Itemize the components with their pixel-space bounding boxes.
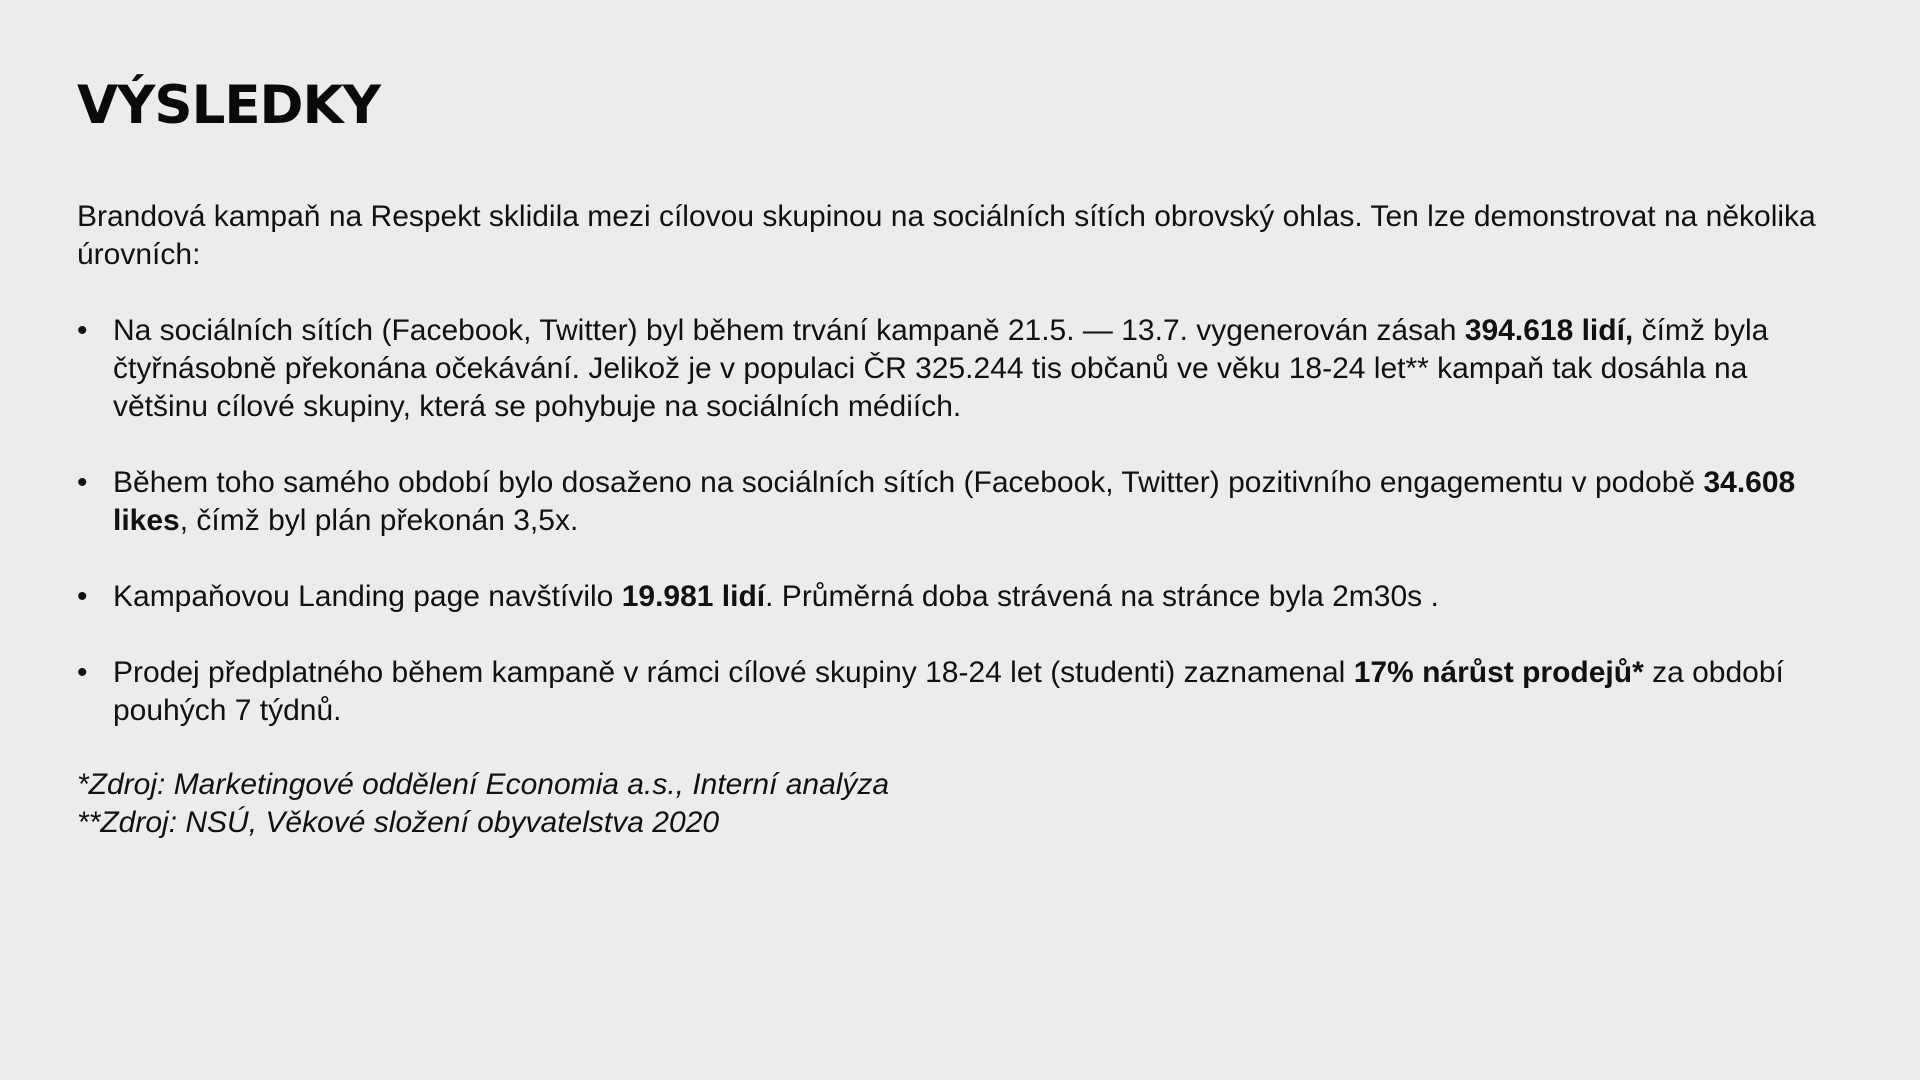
bullet-icon: • — [77, 466, 88, 499]
bullet-text: Kampaňovou Landing page navštívilo — [113, 580, 622, 613]
bullet-text: Během toho samého období bylo dosaženo na sociálních sítích (Facebook, Twitter) pozitivního engagementu v podobě — [113, 466, 1704, 499]
list-item — [77, 312, 1817, 426]
results-list — [77, 312, 1817, 730]
bullet-icon: • — [77, 314, 88, 347]
bullet-highlight: 19.981 lidí — [621, 580, 766, 613]
slide-title: VÝSLEDKY — [77, 75, 380, 136]
footnote-source-2: **Zdroj: NSÚ, Věkové složení obyvatelstva 2020 — [77, 806, 719, 839]
slide — [77, 70, 1817, 842]
bullet-text: Prodej předplatného během kampaně v rámci cílové skupiny 18-24 let (studenti) zaznamenal — [113, 656, 1354, 689]
bullet-text: . Průměrná doba strávená na stránce byla 2m30s . — [765, 580, 1439, 613]
bullet-icon: • — [77, 656, 88, 689]
bullet-text: Na sociálních sítích (Facebook, Twitter) byl během trvání kampaně 21.5. — 13.7. vygenerován zásah — [113, 314, 1465, 347]
bullet-highlight: 394.618 lidí, — [1464, 314, 1634, 347]
list-item — [77, 578, 1817, 616]
footnotes — [77, 766, 1817, 842]
bullet-text: čímž byla čtyřnásobně překonána očekávání. Jelikož je v populaci ČR 325.244 tis občanů ve věku 18-24 let** kampaň tak dosáhla na většinu cílové skupiny, která se pohybuje na sociálních médiích. — [113, 314, 1769, 423]
bullet-highlight: 34.608 likes — [113, 466, 1796, 537]
intro-paragraph: Brandová kampaň na Respekt sklidila mezi cílovou skupinou na sociálních sítích obrovský ohlas. Ten lze demonstrovat na několika úrovních: — [77, 200, 1816, 271]
bullet-text: za období pouhých 7 týdnů. — [113, 656, 1784, 727]
list-item — [77, 464, 1817, 540]
bullet-highlight: 17% nárůst prodejů* — [1353, 656, 1644, 689]
footnote-source-1: *Zdroj: Marketingové oddělení Economia a.s., Interní analýza — [77, 768, 890, 801]
bullet-text: , čímž byl plán překonán 3,5x. — [179, 504, 579, 537]
bullet-icon: • — [77, 580, 88, 613]
list-item — [77, 654, 1817, 730]
